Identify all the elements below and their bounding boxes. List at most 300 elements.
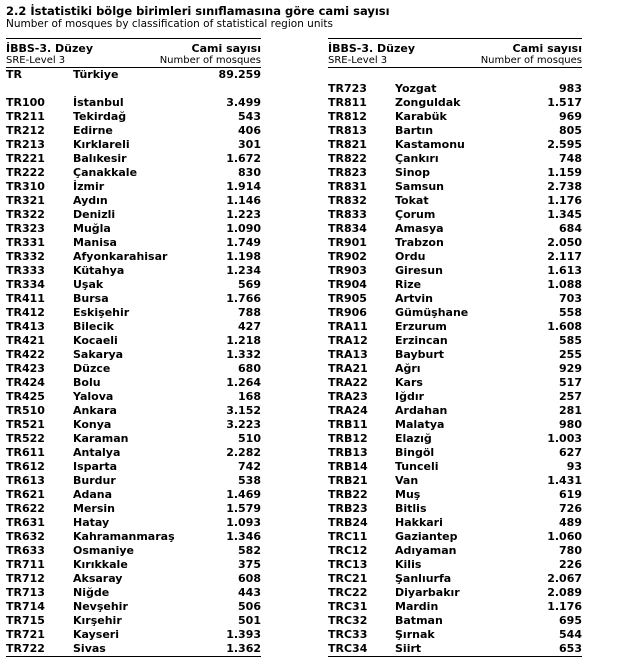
region-code: TR613 — [6, 474, 45, 487]
table-row — [6, 516, 261, 530]
table-row — [6, 600, 261, 614]
region-code: TR721 — [6, 628, 45, 641]
table-row — [328, 152, 582, 166]
region-name: Kırşehir — [73, 614, 122, 627]
mosque-count: 684 — [559, 222, 582, 235]
mosque-count: 1.093 — [226, 516, 261, 529]
table-row — [328, 320, 582, 334]
region-name: Van — [395, 474, 419, 487]
region-name: İstanbul — [73, 96, 124, 109]
region-code: TR333 — [6, 264, 45, 277]
table-row — [328, 236, 582, 250]
region-name: Yozgat — [395, 82, 437, 95]
region-name: Kastamonu — [395, 138, 465, 151]
table-row — [6, 544, 261, 558]
mosque-count: 1.914 — [226, 180, 261, 193]
table-row — [328, 558, 582, 572]
mosque-count: 489 — [559, 516, 582, 529]
region-name: Eskişehir — [73, 306, 130, 319]
region-code: TR413 — [6, 320, 45, 333]
region-code: TR212 — [6, 124, 45, 137]
table-row — [6, 614, 261, 628]
mosque-count: 510 — [238, 432, 261, 445]
mosque-count: 375 — [238, 558, 261, 571]
table-row — [6, 362, 261, 376]
region-name: Isparta — [73, 460, 118, 473]
page-title: 2.2 İstatistiki bölge birimleri sınıflamasına göre cami sayısı — [6, 4, 390, 18]
region-code: TRC33 — [328, 628, 368, 641]
mosque-count: 1.332 — [226, 348, 261, 361]
region-code: TR813 — [328, 124, 367, 137]
region-code: TR411 — [6, 292, 45, 305]
page-subtitle: Number of mosques by classification of statistical region units — [6, 18, 333, 30]
table-row — [6, 96, 261, 110]
region-name: Çorum — [395, 208, 436, 221]
table-row — [328, 404, 582, 418]
mosque-count: 805 — [559, 124, 582, 137]
mosque-count: 168 — [238, 390, 261, 403]
region-name: Kilis — [395, 558, 422, 571]
total-value: 89.259 — [218, 68, 261, 81]
mosque-count: 544 — [559, 628, 582, 641]
region-name: Hatay — [73, 516, 110, 529]
region-name: Manisa — [73, 236, 117, 249]
region-name: Kars — [395, 376, 423, 389]
table-row — [328, 586, 582, 600]
table-row — [328, 418, 582, 432]
region-code: TR712 — [6, 572, 45, 585]
mosque-count: 619 — [559, 488, 582, 501]
region-code: TR310 — [6, 180, 45, 193]
table-row — [328, 250, 582, 264]
mosque-count: 1.469 — [226, 488, 261, 501]
table-row — [6, 278, 261, 292]
region-code: TR715 — [6, 614, 45, 627]
table-row — [328, 166, 582, 180]
region-name: Kayseri — [73, 628, 119, 641]
region-name: Mersin — [73, 502, 115, 515]
region-name: Malatya — [395, 418, 445, 431]
region-code: TR631 — [6, 516, 45, 529]
right-spacer — [328, 68, 582, 82]
mosque-count: 406 — [238, 124, 261, 137]
mosque-count-header: Cami sayısı — [512, 42, 582, 55]
table-row — [6, 166, 261, 180]
table-row — [6, 222, 261, 236]
mosque-count: 726 — [559, 502, 582, 515]
region-code: TR213 — [6, 138, 45, 151]
table-row — [328, 572, 582, 586]
mosque-count: 1.608 — [547, 320, 582, 333]
table-row — [6, 474, 261, 488]
region-name: Konya — [73, 418, 112, 431]
table-row — [328, 264, 582, 278]
region-name: Uşak — [73, 278, 104, 291]
table-row — [6, 642, 261, 656]
region-code: TRA13 — [328, 348, 368, 361]
region-code: TR611 — [6, 446, 45, 459]
mosque-count: 1.362 — [226, 642, 261, 655]
table-row — [6, 530, 261, 544]
region-code: TRA22 — [328, 376, 368, 389]
region-code: TRB21 — [328, 474, 368, 487]
table-row — [6, 292, 261, 306]
region-code: TR222 — [6, 166, 45, 179]
region-code: TR904 — [328, 278, 367, 291]
table-row — [6, 334, 261, 348]
mosque-count: 582 — [238, 544, 261, 557]
table-row — [6, 432, 261, 446]
region-name: Nevşehir — [73, 600, 128, 613]
mosque-count: 780 — [559, 544, 582, 557]
mosque-count: 281 — [559, 404, 582, 417]
region-code: TRC31 — [328, 600, 368, 613]
region-code: TR321 — [6, 194, 45, 207]
region-name: Bilecik — [73, 320, 114, 333]
region-code: TR100 — [6, 96, 45, 109]
region-name: Bitlis — [395, 502, 427, 515]
table-row — [328, 474, 582, 488]
region-code: TRB13 — [328, 446, 368, 459]
region-name: Niğde — [73, 586, 110, 599]
region-name: İzmir — [73, 180, 105, 193]
mosque-count: 2.089 — [547, 586, 582, 599]
table-row — [328, 222, 582, 236]
mosque-count: 969 — [559, 110, 582, 123]
mosque-count: 501 — [238, 614, 261, 627]
mosque-count: 1.346 — [226, 530, 261, 543]
mosque-count: 569 — [238, 278, 261, 291]
region-name: Siirt — [395, 642, 422, 655]
mosque-count: 653 — [559, 642, 582, 655]
region-name: Düzce — [73, 362, 111, 375]
region-name: Kocaeli — [73, 334, 118, 347]
region-name: Kırıkkale — [73, 558, 128, 571]
region-code: TR334 — [6, 278, 45, 291]
region-name: Gümüşhane — [395, 306, 469, 319]
region-code: TR711 — [6, 558, 45, 571]
region-name: Erzincan — [395, 334, 448, 347]
table-row — [6, 558, 261, 572]
mosque-count: 703 — [559, 292, 582, 305]
mosque-count: 1.223 — [226, 208, 261, 221]
region-name: Amasya — [395, 222, 444, 235]
region-code: TR331 — [6, 236, 45, 249]
right-rows — [328, 82, 582, 656]
region-code: TR832 — [328, 194, 367, 207]
region-code: TRC34 — [328, 642, 368, 655]
region-name: Antalya — [73, 446, 121, 459]
mosque-count: 1.198 — [226, 250, 261, 263]
table-row — [328, 642, 582, 656]
mosque-count: 443 — [238, 586, 261, 599]
region-code: TR633 — [6, 544, 45, 557]
table-row — [6, 586, 261, 600]
region-code: TRB24 — [328, 516, 368, 529]
region-name: Balıkesir — [73, 152, 127, 165]
region-name: Tunceli — [395, 460, 439, 473]
region-name: Çanakkale — [73, 166, 138, 179]
total-name: Türkiye — [73, 68, 119, 81]
mosque-count: 983 — [559, 82, 582, 95]
mosque-count: 2.067 — [547, 572, 582, 585]
table-row — [6, 152, 261, 166]
region-code: TR901 — [328, 236, 367, 249]
region-code: TR713 — [6, 586, 45, 599]
mosque-count: 1.749 — [226, 236, 261, 249]
mosque-count: 929 — [559, 362, 582, 375]
table-row — [328, 600, 582, 614]
region-name: Sinop — [395, 166, 430, 179]
table-row — [328, 446, 582, 460]
region-code: TRA23 — [328, 390, 368, 403]
region-code: TR714 — [6, 600, 45, 613]
region-name: Kahramanmaraş — [73, 530, 175, 543]
mosque-count: 608 — [238, 572, 261, 585]
region-name: Bolu — [73, 376, 101, 389]
mosque-count: 1.159 — [547, 166, 582, 179]
region-code: TR510 — [6, 404, 45, 417]
table-row — [328, 544, 582, 558]
region-name: Edirne — [73, 124, 113, 137]
region-code: TR632 — [6, 530, 45, 543]
region-code: TRC32 — [328, 614, 368, 627]
region-code: TR811 — [328, 96, 367, 109]
region-header-en: SRE-Level 3 — [6, 55, 66, 66]
table-row — [328, 432, 582, 446]
table-row — [328, 502, 582, 516]
table-row — [328, 516, 582, 530]
mosque-count: 1.060 — [547, 530, 582, 543]
region-name: Bingöl — [395, 446, 435, 459]
mosque-count: 543 — [238, 110, 261, 123]
mosque-count: 506 — [238, 600, 261, 613]
region-name: Yalova — [73, 390, 114, 403]
table-row — [6, 460, 261, 474]
region-name: Hakkari — [395, 516, 443, 529]
mosque-count: 748 — [559, 152, 582, 165]
left-table-header — [6, 38, 261, 68]
mosque-count: 93 — [566, 460, 582, 473]
table-row — [328, 124, 582, 138]
mosque-count: 1.393 — [226, 628, 261, 641]
table-row — [328, 460, 582, 474]
table-row — [328, 138, 582, 152]
table-row — [328, 376, 582, 390]
region-code: TR723 — [328, 82, 367, 95]
region-name: Şırnak — [395, 628, 435, 641]
region-name: Adıyaman — [395, 544, 457, 557]
region-name: Çankırı — [395, 152, 439, 165]
mosque-count: 427 — [238, 320, 261, 333]
region-code: TRB14 — [328, 460, 368, 473]
region-code: TR821 — [328, 138, 367, 151]
region-code: TRA24 — [328, 404, 368, 417]
mosque-count: 1.579 — [226, 502, 261, 515]
mosque-count: 585 — [559, 334, 582, 347]
mosque-count: 2.738 — [547, 180, 582, 193]
total-code: TR — [6, 68, 22, 81]
region-code: TRB12 — [328, 432, 368, 445]
table-row — [6, 124, 261, 138]
region-code: TR412 — [6, 306, 45, 319]
region-code: TR424 — [6, 376, 45, 389]
region-code: TRB22 — [328, 488, 368, 501]
region-name: Ordu — [395, 250, 426, 263]
table-row — [328, 306, 582, 320]
table-row — [328, 208, 582, 222]
region-name: Bursa — [73, 292, 109, 305]
table-row — [6, 264, 261, 278]
region-name: Tokat — [395, 194, 429, 207]
region-name: Ankara — [73, 404, 117, 417]
region-code: TR833 — [328, 208, 367, 221]
table-row — [6, 306, 261, 320]
region-code: TR221 — [6, 152, 45, 165]
table-row — [328, 628, 582, 642]
region-name: Denizli — [73, 208, 116, 221]
mosque-count: 680 — [238, 362, 261, 375]
mosque-count: 2.282 — [226, 446, 261, 459]
table-row — [328, 82, 582, 96]
table-row — [328, 110, 582, 124]
region-name: Diyarbakır — [395, 586, 460, 599]
region-code: TR521 — [6, 418, 45, 431]
region-header: İBBS-3. Düzey — [328, 42, 416, 55]
region-name: Elazığ — [395, 432, 432, 445]
left-rows — [6, 96, 261, 656]
table-row — [328, 96, 582, 110]
region-code: TRC12 — [328, 544, 368, 557]
region-code: TRA11 — [328, 320, 368, 333]
mosque-count: 830 — [238, 166, 261, 179]
table-row — [6, 376, 261, 390]
right-table-bottom-rule — [328, 656, 582, 657]
mosque-count: 1.176 — [547, 600, 582, 613]
mosque-count: 1.234 — [226, 264, 261, 277]
mosque-count: 1.613 — [547, 264, 582, 277]
region-code: TRC13 — [328, 558, 368, 571]
region-code: TRA21 — [328, 362, 368, 375]
region-code: TR522 — [6, 432, 45, 445]
mosque-count: 742 — [238, 460, 261, 473]
region-code: TRB23 — [328, 502, 368, 515]
table-row — [6, 194, 261, 208]
region-header: İBBS-3. Düzey — [6, 42, 94, 55]
mosque-count: 538 — [238, 474, 261, 487]
region-name: Aydın — [73, 194, 108, 207]
region-code: TR421 — [6, 334, 45, 347]
mosque-count: 1.431 — [547, 474, 582, 487]
table-row — [6, 138, 261, 152]
mosque-count: 1.672 — [226, 152, 261, 165]
region-code: TR622 — [6, 502, 45, 515]
table-row — [6, 180, 261, 194]
region-code: TR834 — [328, 222, 367, 235]
mosque-count: 1.003 — [547, 432, 582, 445]
table-row — [6, 628, 261, 642]
region-code: TRC21 — [328, 572, 368, 585]
region-code: TR823 — [328, 166, 367, 179]
table-row — [6, 446, 261, 460]
table-row — [6, 250, 261, 264]
region-name: Osmaniye — [73, 544, 135, 557]
region-code: TR903 — [328, 264, 367, 277]
table-row — [328, 348, 582, 362]
region-code: TR423 — [6, 362, 45, 375]
region-code: TR323 — [6, 222, 45, 235]
region-code: TR906 — [328, 306, 367, 319]
left-table — [6, 38, 261, 657]
mosque-count: 226 — [559, 558, 582, 571]
mosque-count: 1.766 — [226, 292, 261, 305]
region-name: Burdur — [73, 474, 116, 487]
table-row — [6, 390, 261, 404]
mosque-count: 3.152 — [226, 404, 261, 417]
region-name: Giresun — [395, 264, 443, 277]
mosque-count: 2.595 — [547, 138, 582, 151]
mosque-count: 1.088 — [547, 278, 582, 291]
mosque-count: 695 — [559, 614, 582, 627]
region-code: TR422 — [6, 348, 45, 361]
table-row — [6, 488, 261, 502]
region-name: Trabzon — [395, 236, 444, 249]
table-row — [6, 208, 261, 222]
mosque-count: 3.223 — [226, 418, 261, 431]
table-row — [328, 530, 582, 544]
left-table-bottom-rule — [6, 656, 261, 657]
region-name: Ardahan — [395, 404, 448, 417]
region-name: Karaman — [73, 432, 129, 445]
mosque-count: 2.117 — [547, 250, 582, 263]
region-code: TR831 — [328, 180, 367, 193]
region-name: Artvin — [395, 292, 433, 305]
mosque-count: 301 — [238, 138, 261, 151]
mosque-count: 1.176 — [547, 194, 582, 207]
table-row — [6, 320, 261, 334]
region-name: Aksaray — [73, 572, 123, 585]
right-table — [328, 38, 582, 657]
region-name: Ağrı — [395, 362, 421, 375]
table-row — [328, 614, 582, 628]
table-row — [328, 194, 582, 208]
region-code: TRC11 — [328, 530, 368, 543]
region-code: TR425 — [6, 390, 45, 403]
mosque-count: 2.050 — [547, 236, 582, 249]
mosque-count: 1.517 — [547, 96, 582, 109]
total-row — [6, 68, 261, 82]
table-row — [328, 278, 582, 292]
mosque-count: 1.345 — [547, 208, 582, 221]
region-name: Muş — [395, 488, 421, 501]
region-code: TR322 — [6, 208, 45, 221]
table-row — [328, 334, 582, 348]
region-name: Muğla — [73, 222, 111, 235]
region-name: Afyonkarahisar — [73, 250, 168, 263]
region-name: Kütahya — [73, 264, 125, 277]
region-name: Batman — [395, 614, 443, 627]
mosque-count: 257 — [559, 390, 582, 403]
mosque-count: 980 — [559, 418, 582, 431]
region-code: TR902 — [328, 250, 367, 263]
mosque-count-header-en: Number of mosques — [159, 55, 261, 66]
mosque-count: 788 — [238, 306, 261, 319]
table-row — [6, 236, 261, 250]
region-code: TR822 — [328, 152, 367, 165]
mosque-count: 1.146 — [226, 194, 261, 207]
mosque-count: 1.090 — [226, 222, 261, 235]
table-row — [6, 404, 261, 418]
